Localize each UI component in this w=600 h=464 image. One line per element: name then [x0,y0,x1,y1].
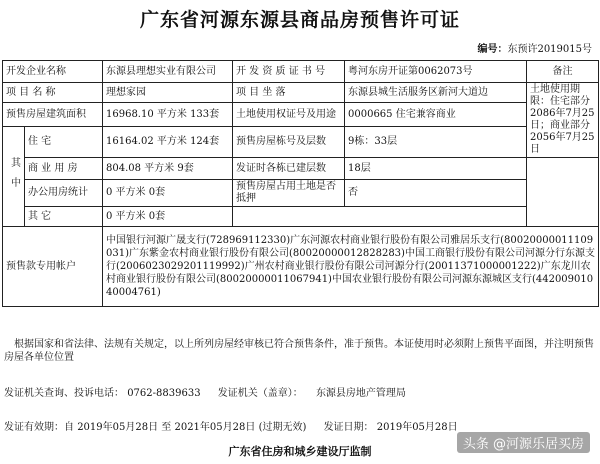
building-no-label: 预售房屋栋号及层数 [233,127,345,158]
table-row-office [3,180,599,207]
remark-label: 备注 [527,61,599,83]
table-row-residential [3,127,599,158]
notice-text: 根据国家和省法律、法规有关规定，以上所列房屋经审核已符合预售条件，准于预售。本证使用时必须附上预售平面图，并注明预售房屋各单位位置 [4,339,594,363]
office-label: 办公用房统计 [25,180,103,207]
table-row-developer [3,61,599,83]
table-row-commercial [3,158,599,180]
table-row-other [3,207,599,227]
account-value: 中国银行河源广晟支行(728969112330)广东河源农村商业银行股份有限公司雅居乐支行(80020000011109031)广东紫金农村商业银行股份有限公司(80020000012828283)中国工商银行股份有限公司河源分行东源支行(2006023029201119992)广州农村商业银行股份有限公司河源分行(20011371000001222)广东龙川农村商业银行股份有限公司(80020000011067941)中国农业银行股份有限公司河源东源城区支行(44200901040004761) [103,227,599,307]
floors-value: 18层 [345,158,527,180]
issue-date: 2019年05月28日 [376,422,458,433]
valid-from: 2019年05月28日 [77,422,159,433]
land-cert-value: 0000665 住宅兼容商业 [345,103,527,127]
project-location-value: 东源县城生活服务区新河大道边 [345,83,527,103]
presale-area-label: 预售房屋建筑面积 [3,103,103,127]
mortgage-value: 否 [345,180,527,207]
account-label: 预售款专用帐户 [3,227,103,307]
presale-area-value: 16968.10 平方米 133套 [103,103,233,127]
permit-number [477,40,592,55]
developer-value: 东源县理想实业有限公司 [103,61,233,83]
project-name-label: 项 目 名 称 [3,83,103,103]
residential-label: 住 宅 [25,127,103,158]
developer-label: 开发企业名称 [3,61,103,83]
valid-label: 发证有效期：自 [4,422,74,433]
qualification-label: 开 发 资 质 证 书 号 [233,61,345,83]
permit-table [2,60,599,307]
table-row-presale-area [3,103,599,127]
expired-note: (过期无效) [258,422,307,433]
breakdown-group-label: 其中 [3,127,25,227]
footer-supervisor: 广东省住房和城乡建设厅监制 [228,445,372,458]
other-value: 0 平方米 0套 [103,207,233,227]
valid-to: 2021年05月28日 [174,422,256,433]
query-phone-label: 发证机关查询、投诉电话： [4,388,124,399]
residential-value: 16164.02 平方米 124套 [103,127,233,158]
mortgage-label: 预售房屋占用土地是否抵押 [233,180,345,207]
building-no-value: 9栋：33层 [345,127,527,158]
seal-label: 发证机关（盖章）： [217,388,303,399]
qualification-value: 粤河东房开证第0062073号 [345,61,527,83]
permit-number-value: 东预许2019015号 [507,44,592,55]
project-location-label: 项 目 坐 落 [233,83,345,103]
project-name-value: 理想家园 [103,83,233,103]
issuer-line [4,384,406,399]
other-label: 其 它 [25,207,103,227]
land-cert-label: 土地使用权证号及用途 [233,103,345,127]
table-row-account [3,227,599,307]
permit-number-label: 编号： [477,44,508,55]
other-blank [233,207,527,227]
validity-line [4,418,458,433]
office-value: 0 平方米 0套 [103,180,233,207]
floors-label: 发证时各栋已建层数 [233,158,345,180]
commercial-value: 804.08 平方米 9套 [103,158,233,180]
watermark: 头条 @河源乐居买房 [457,432,590,453]
query-phone-value: 0762-8839633 [127,388,201,399]
table-row-project [3,83,599,103]
issue-date-label: 发证日期： [323,422,374,433]
remark-blank [527,158,599,227]
commercial-label: 商 业 用 房 [25,158,103,180]
valid-to-label: 至 [161,422,172,433]
remark-value: 土地使用期限：住宅部分2086年7月25日；商业部分2056年7月25日 [527,83,599,158]
seal-value: 东源县房地产管理局 [315,388,406,399]
document-title: 广东省河源东源县商品房预售许可证 [139,9,460,31]
